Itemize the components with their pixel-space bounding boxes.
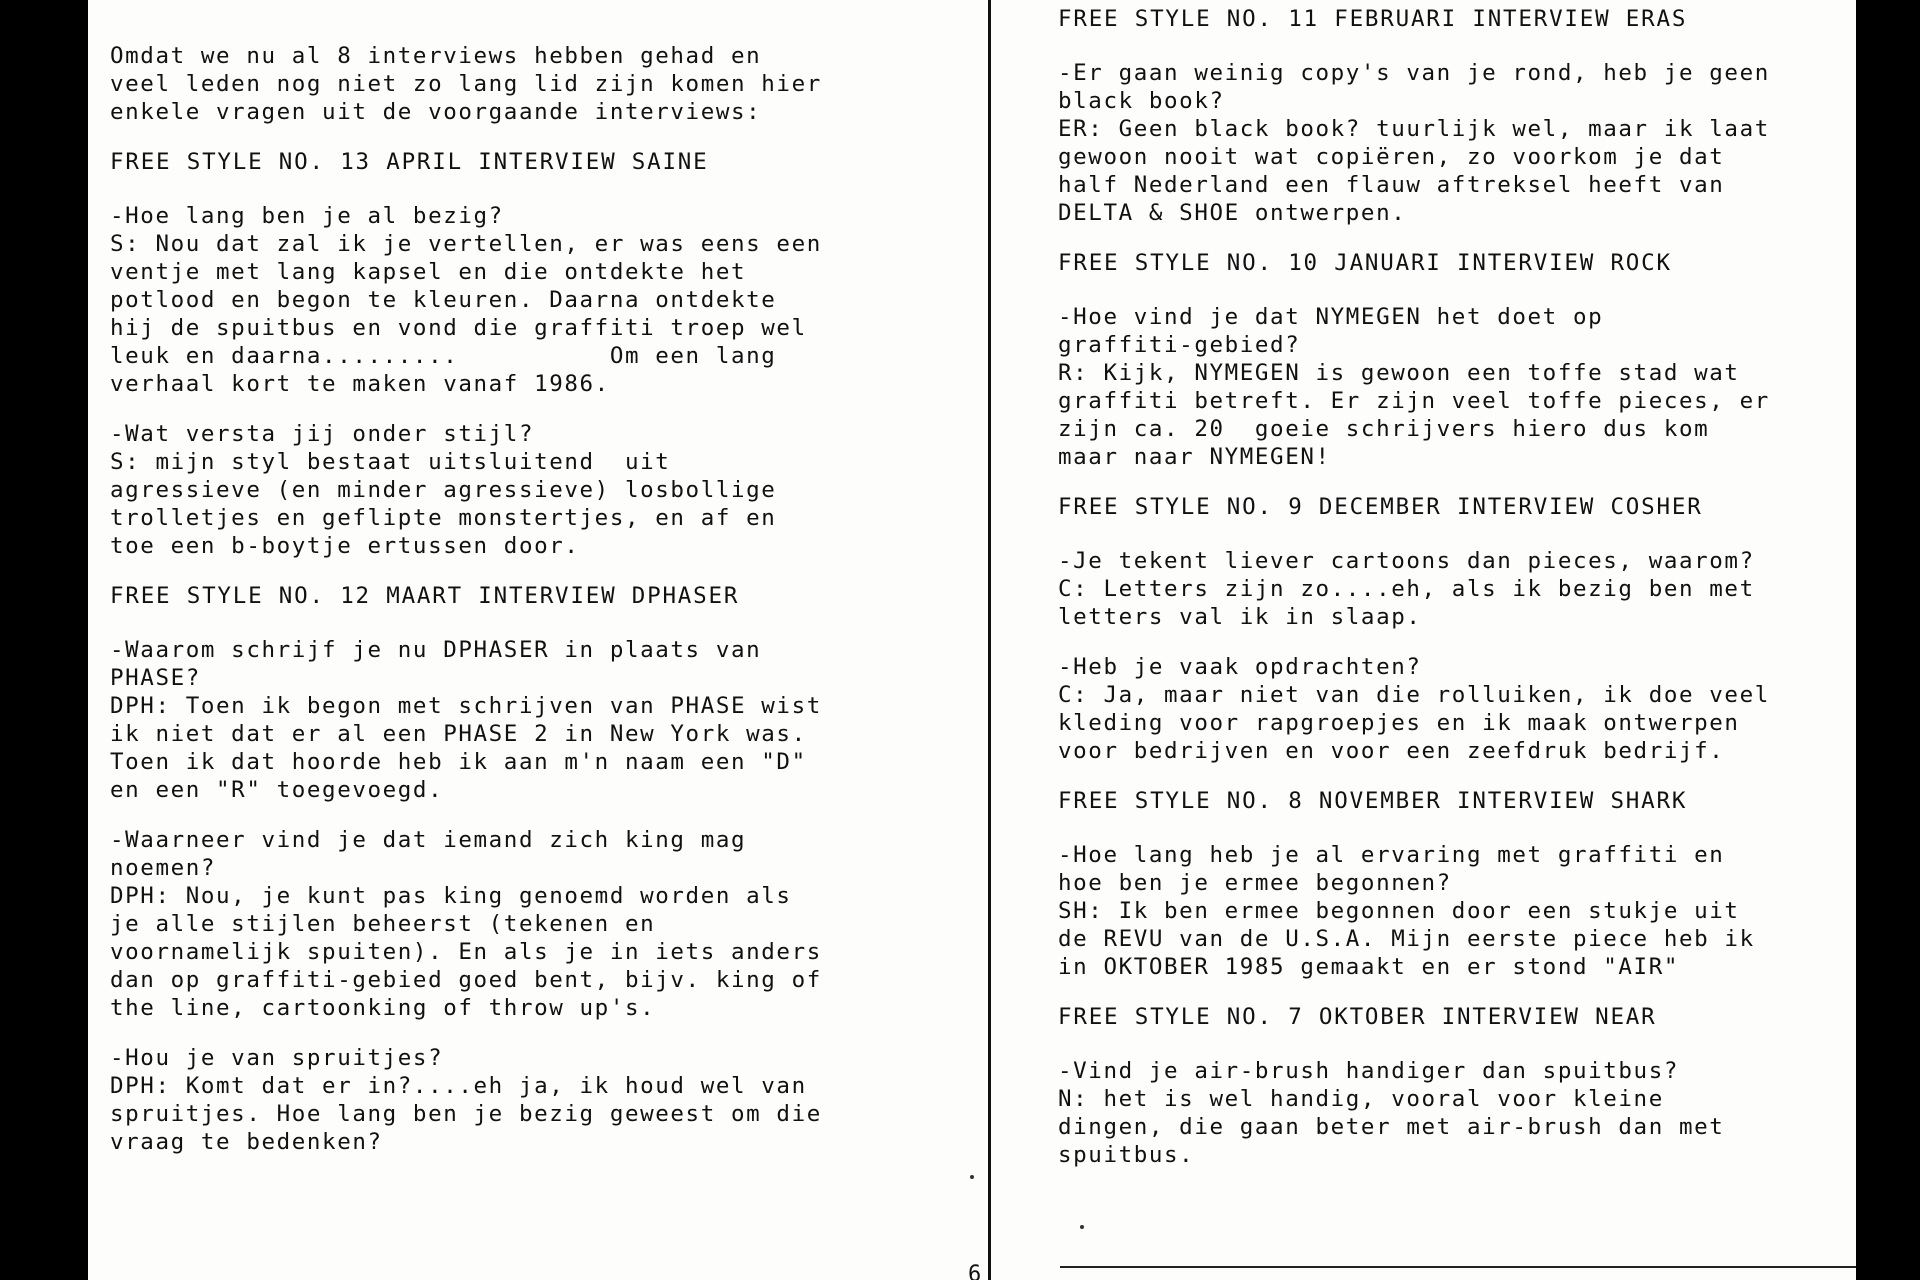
- answer-line: ER: Geen black book? tuurlijk wel, maar ik laat: [1058, 116, 1770, 142]
- answer-line: Toen ik dat hoorde heb ik aan m'n naam een "D": [110, 749, 807, 775]
- answer-line: C: Ja, maar niet van die rolluiken, ik doe veel: [1058, 682, 1770, 708]
- answer-line: maar naar NYMEGEN!: [1058, 444, 1331, 470]
- qa-block: [110, 420, 980, 560]
- answer-line: zijn ca. 20 goeie schrijvers hiero dus kom: [1058, 416, 1710, 442]
- section-heading-cosher: FREE STYLE NO. 9 DECEMBER INTERVIEW COSHER: [1058, 494, 1703, 520]
- question: -Hoe vind je dat NYMEGEN het doet op: [1058, 304, 1604, 330]
- answer-line: DELTA & SHOE ontwerpen.: [1058, 200, 1407, 226]
- answer-line: potlood en begon te kleuren. Daarna ontdekte: [110, 287, 777, 313]
- question: noemen?: [110, 855, 217, 881]
- answer-line: verhaal kort te maken vanaf 1986.: [110, 371, 610, 397]
- answer-line: hij de spuitbus en vond die graffiti troep wel: [110, 315, 807, 341]
- qa-block: [110, 636, 980, 804]
- answer-line: agressieve (en minder agressieve) losbollige: [110, 477, 777, 503]
- question: PHASE?: [110, 665, 201, 691]
- qa-block: [1058, 59, 1848, 227]
- page-number: 6: [968, 1262, 982, 1280]
- answer-line: letters val ik in slaap.: [1058, 604, 1422, 630]
- answer-line: DPH: Toen ik begon met schrijven van PHASE wist: [110, 693, 822, 719]
- answer-line: N: het is wel handig, vooral voor kleine: [1058, 1086, 1664, 1112]
- answer-line: C: Letters zijn zo....eh, als ik bezig ben met: [1058, 576, 1755, 602]
- question: -Heb je vaak opdrachten?: [1058, 654, 1422, 680]
- question: -Hoe lang heb je al ervaring met graffiti en: [1058, 842, 1725, 868]
- qa-block: [1058, 303, 1848, 471]
- answer-line: voornamelijk spuiten). En als je in iets anders: [110, 939, 822, 965]
- left-page: [88, 0, 991, 1280]
- gutter: [991, 0, 1030, 1280]
- answer-line: spruitjes. Hoe lang ben je bezig geweest om die: [110, 1101, 822, 1127]
- right-column: [1058, 5, 1848, 1191]
- text-line: veel leden nog niet zo lang lid zijn komen hier: [110, 71, 822, 97]
- answer-line: ik niet dat er al een PHASE 2 in New York was.: [110, 721, 807, 747]
- answer-line: the line, cartoonking of throw up's.: [110, 995, 656, 1021]
- answer-line: vraag te bedenken?: [110, 1129, 383, 1155]
- answer-line: gewoon nooit wat copiëren, zo voorkom je dat: [1058, 144, 1725, 170]
- answer-line: S: Nou dat zal ik je vertellen, er was eens een: [110, 231, 822, 257]
- section-heading-saine: FREE STYLE NO. 13 APRIL INTERVIEW SAINE: [110, 149, 709, 175]
- question: -Vind je air-brush handiger dan spuitbus?: [1058, 1058, 1679, 1084]
- answer-line: half Nederland een flauw aftreksel heeft van: [1058, 172, 1725, 198]
- bottom-rule: [1060, 1266, 1856, 1268]
- answer-line: voor bedrijven en voor een zeefdruk bedrijf.: [1058, 738, 1725, 764]
- answer-line: dan op graffiti-gebied goed bent, bijv. king of: [110, 967, 822, 993]
- answer-line: graffiti betreft. Er zijn veel toffe pieces, er: [1058, 388, 1770, 414]
- answer-line: kleding voor rapgroepjes en ik maak ontwerpen: [1058, 710, 1740, 736]
- right-page: [1030, 0, 1856, 1280]
- answer-line: je alle stijlen beheerst (tekenen en: [110, 911, 656, 937]
- text-line: enkele vragen uit de voorgaande interviews:: [110, 99, 762, 125]
- answer-line: SH: Ik ben ermee begonnen door een stukje uit: [1058, 898, 1740, 924]
- ink-speck: [970, 1175, 974, 1179]
- left-column: [110, 42, 980, 1178]
- answer-line: DPH: Komt dat er in?....eh ja, ik houd wel van: [110, 1073, 807, 1099]
- question: -Waarneer vind je dat iemand zich king mag: [110, 827, 747, 853]
- question: -Hou je van spruitjes?: [110, 1045, 444, 1071]
- section-heading-shark: FREE STYLE NO. 8 NOVEMBER INTERVIEW SHARK: [1058, 788, 1688, 814]
- answer-line: trolletjes en geflipte monstertjes, en af en: [110, 505, 777, 531]
- answer-line: in OKTOBER 1985 gemaakt en er stond "AIR": [1058, 954, 1679, 980]
- qa-block: [110, 826, 980, 1022]
- page-edge-line: [988, 0, 991, 1280]
- answer-line: spuitbus.: [1058, 1142, 1195, 1168]
- question: -Je tekent liever cartoons dan pieces, waarom?: [1058, 548, 1755, 574]
- qa-block: [1058, 841, 1848, 981]
- answer-line: ventje met lang kapsel en die ontdekte het: [110, 259, 747, 285]
- qa-block: [1058, 653, 1848, 765]
- section-heading-near: FREE STYLE NO. 7 OKTOBER INTERVIEW NEAR: [1058, 1004, 1657, 1030]
- answer-line: DPH: Nou, je kunt pas king genoemd worden als: [110, 883, 792, 909]
- answer-line: R: Kijk, NYMEGEN is gewoon een toffe stad wat: [1058, 360, 1740, 386]
- answer-line: en een "R" toegevoegd.: [110, 777, 444, 803]
- answer-line: leuk en daarna......... Om een lang: [110, 343, 777, 369]
- question: graffiti-gebied?: [1058, 332, 1301, 358]
- answer-line: de REVU van de U.S.A. Mijn eerste piece heb ik: [1058, 926, 1755, 952]
- qa-block: [110, 1044, 980, 1156]
- answer-line: toe een b-boytje ertussen door.: [110, 533, 580, 559]
- question: -Er gaan weinig copy's van je rond, heb je geen: [1058, 60, 1770, 86]
- question: -Wat versta jij onder stijl?: [110, 421, 535, 447]
- ink-speck: [1080, 1225, 1084, 1229]
- qa-block: [1058, 1057, 1848, 1169]
- text-line: Omdat we nu al 8 interviews hebben gehad en: [110, 43, 762, 69]
- question: hoe ben je ermee begonnen?: [1058, 870, 1452, 896]
- answer-line: S: mijn styl bestaat uitsluitend uit: [110, 449, 671, 475]
- section-heading-rock: FREE STYLE NO. 10 JANUARI INTERVIEW ROCK: [1058, 250, 1672, 276]
- qa-block: [110, 202, 980, 398]
- question: black book?: [1058, 88, 1225, 114]
- section-heading-dphaser: FREE STYLE NO. 12 MAART INTERVIEW DPHASER: [110, 583, 740, 609]
- section-heading-eras: FREE STYLE NO. 11 FEBRUARI INTERVIEW ERAS: [1058, 6, 1688, 32]
- qa-block: [1058, 547, 1848, 631]
- question: -Waarom schrijf je nu DPHASER in plaats van: [110, 637, 762, 663]
- question: -Hoe lang ben je al bezig?: [110, 203, 504, 229]
- answer-line: dingen, die gaan beter met air-brush dan met: [1058, 1114, 1725, 1140]
- intro-paragraph: [110, 42, 980, 126]
